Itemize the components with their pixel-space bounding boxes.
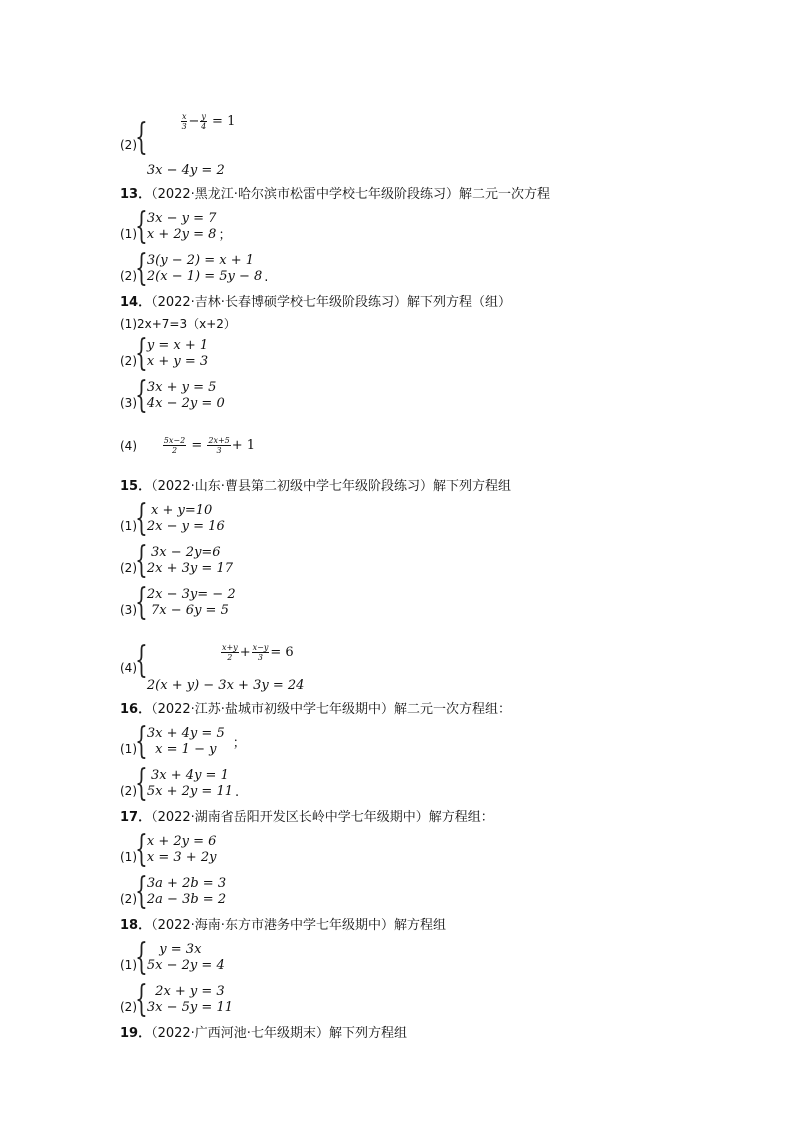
equation-item: (2) { 3x − 2y=6 2x + 3y = 17 (120, 540, 233, 581)
question-19-heading: 19．（2022·广西河池·七年级期末）解下列方程组 (120, 1026, 407, 1041)
brace: { (135, 206, 148, 247)
equation-line: $\frac{x}{3}$ − $\frac{y}{4}$ = 1 (181, 112, 236, 131)
equation-item: (1) { 3x − y = 7 x + 2y = 8 ； (120, 206, 232, 247)
brace: { (135, 540, 148, 581)
equation-item: (2) { 3x + 4y = 1 5x + 2y = 11 . (120, 763, 240, 804)
question-14-heading: 14．（2022·吉林·长春博硕学校七年级阶段练习）解下列方程（组） (120, 295, 511, 310)
question-18-heading: 18．（2022·海南·东方市港务中学七年级期中）解方程组 (120, 918, 446, 933)
brace: { (135, 763, 148, 804)
brace: { (135, 582, 148, 623)
brace: { (135, 333, 148, 374)
equation-item: (2) { 3a + 2b = 3 2a − 3b = 2 (120, 871, 227, 912)
equation-item: (3) { 2x − 3y= − 2 7x − 6y = 5 (120, 582, 236, 623)
equation-item: (4) { $\frac{x+y}{2}$ + $\frac{x-y}{3}$ = 6 2(x + y) − 3x + 3y = 24 (120, 639, 305, 693)
equation-item: (2) { 2x + y = 3 3x − 5y = 11 (120, 979, 233, 1020)
brace: { (135, 116, 148, 158)
question-13-heading: 13．（2022·黑龙江·哈尔滨市松雷中学校七年级阶段练习）解二元一次方程 (120, 187, 550, 202)
brace: { (135, 871, 148, 912)
equation-item: (2) { 3(y − 2) = x + 1 2(x − 1) = 5y − 8 . (120, 248, 269, 289)
document-page (120, 92, 720, 1044)
brace: { (135, 639, 148, 681)
question-16-heading: 16．（2022·江苏·盐城市初级中学七年级期中）解二元一次方程组： (120, 702, 511, 717)
equation-line: 3x − 4y = 2 (146, 163, 225, 178)
equation-item: (2) { y = x + 1 x + y = 3 (120, 333, 209, 374)
equation-item: (1) { 3x + 4y = 5 x = 1 − y ； (120, 721, 246, 762)
item-label: (2) (120, 137, 137, 152)
equation-item (120, 96, 720, 179)
brace: { (135, 498, 148, 539)
equation-item: (1) { y = 3x 5x − 2y = 4 (120, 937, 225, 978)
brace: { (135, 375, 148, 416)
equation-item: (3) { 3x + y = 5 4x − 2y = 0 (120, 375, 225, 416)
equation-item: (1) { x + y=10 2x − y = 16 (120, 498, 225, 539)
brace: { (135, 829, 148, 870)
equation-item: (4) $\frac{5x-2}{2}$ = $\frac{2x+5}{3}$ + 1 (120, 436, 256, 455)
question-15-heading: 15．（2022·山东·曹县第二初级中学七年级阶段练习）解下列方程组 (120, 479, 511, 494)
brace: { (135, 721, 148, 762)
brace: { (135, 937, 148, 978)
brace: { (135, 979, 148, 1020)
question-17-heading: 17．（2022·湖南省岳阳开发区长岭中学七年级期中）解方程组： (120, 810, 494, 825)
equation-item: (1) { x + 2y = 6 x = 3 + 2y (120, 829, 217, 870)
equation-item: (1) 2x+7=3（x+2） (120, 316, 236, 331)
brace: { (135, 248, 148, 289)
